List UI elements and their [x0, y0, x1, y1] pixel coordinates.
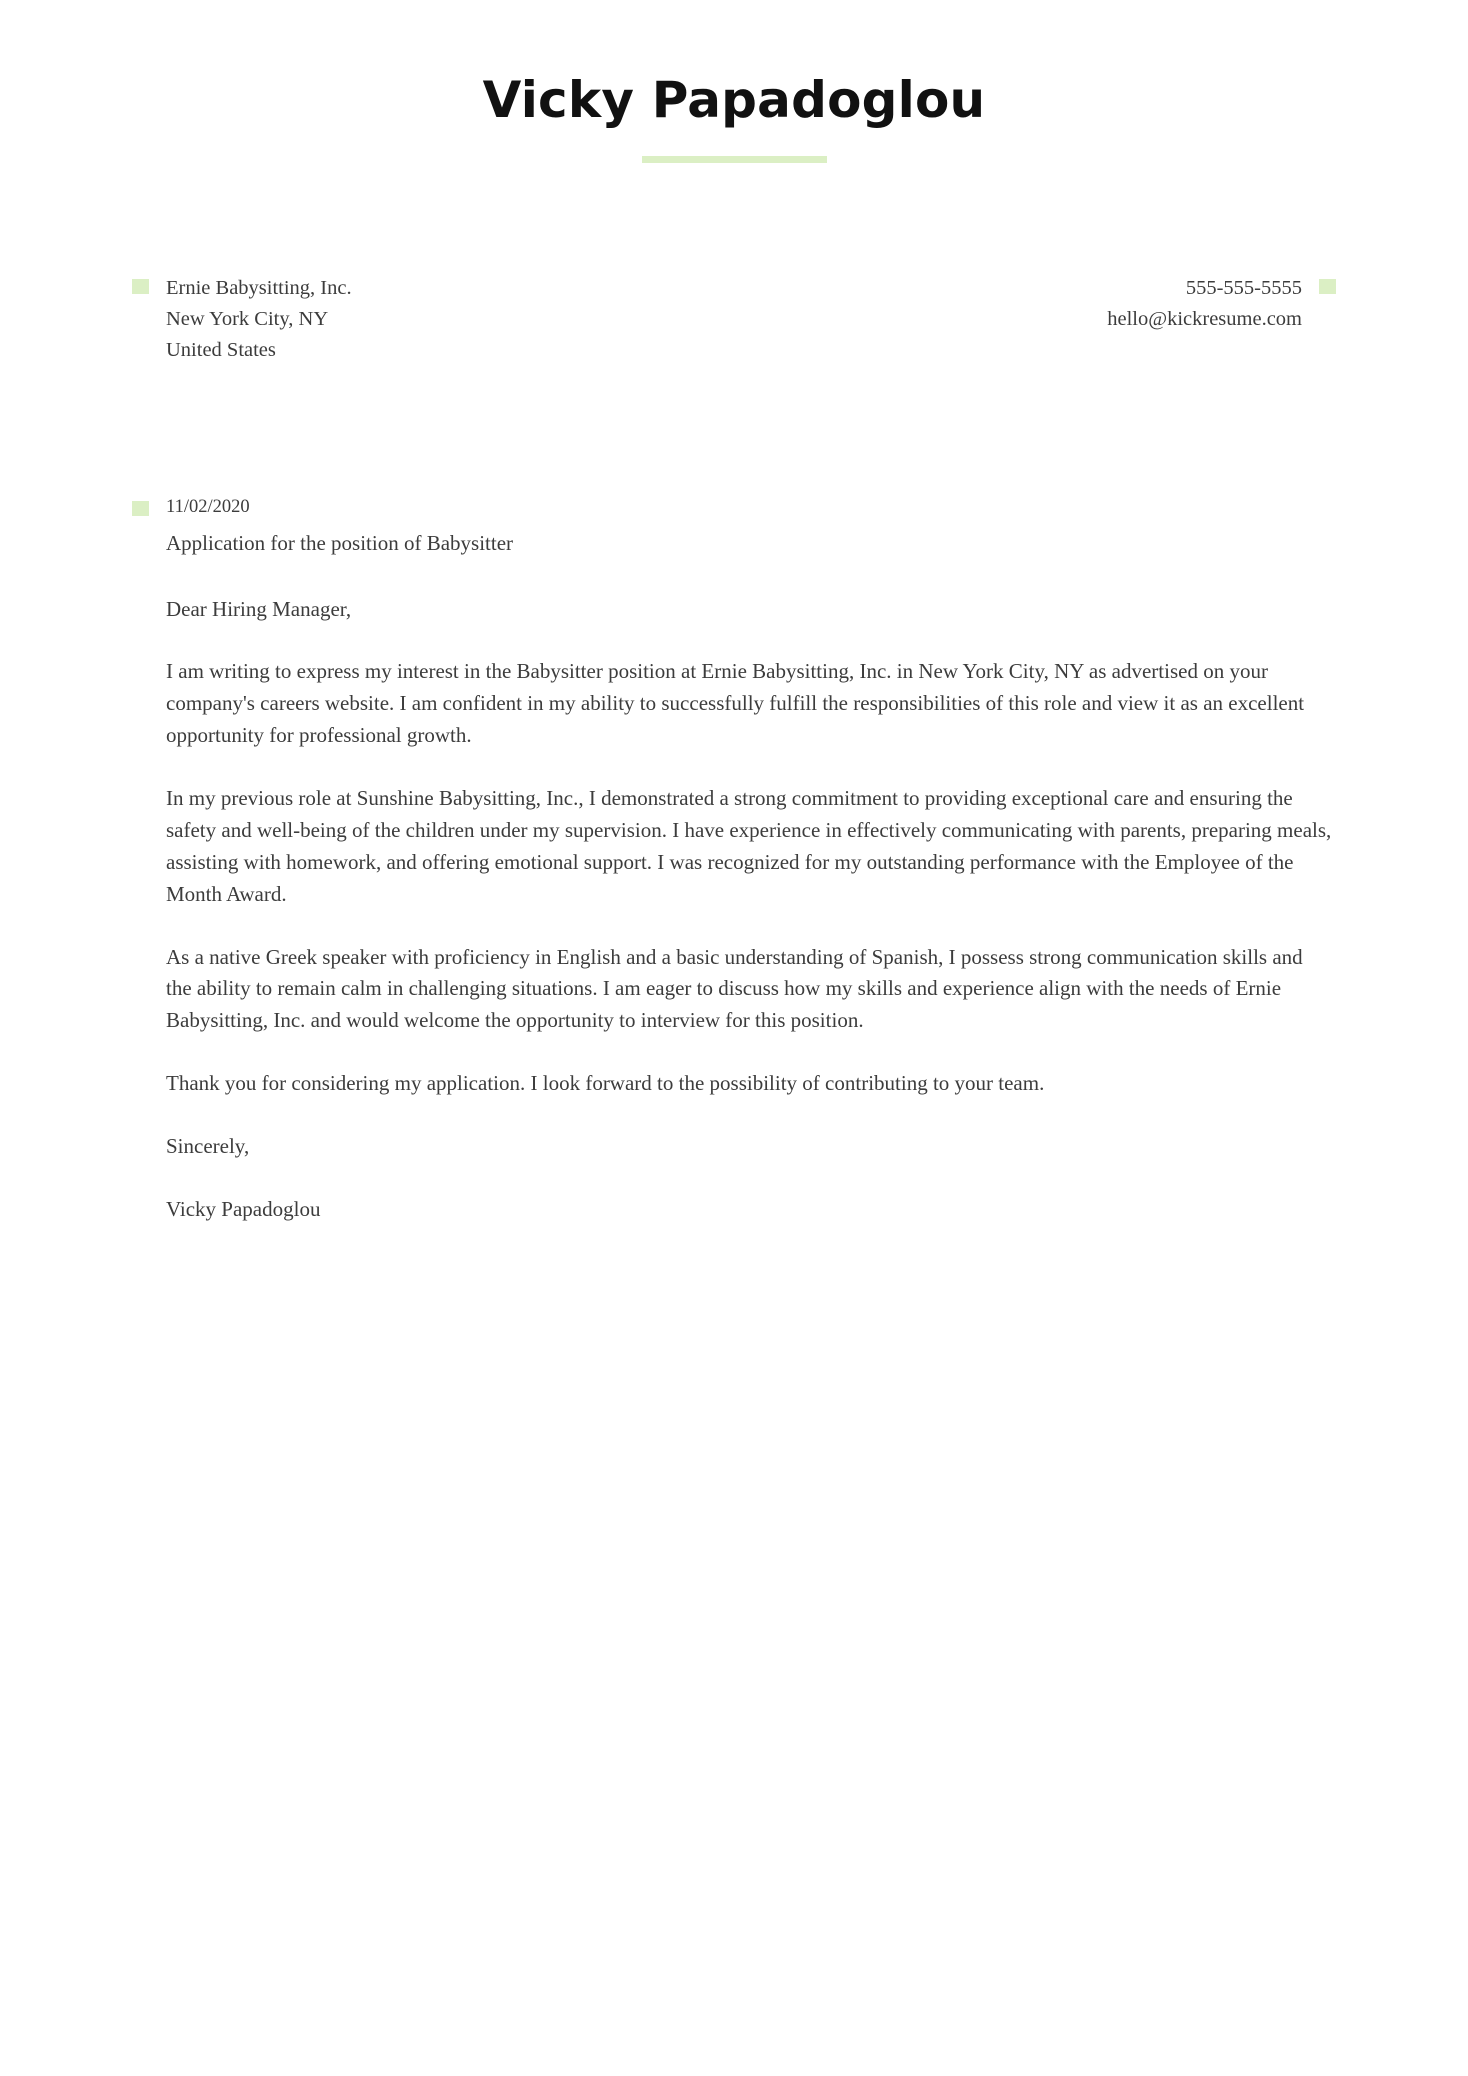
- letter-paragraph: In my previous role at Sunshine Babysitting, Inc., I demonstrated a strong commitment to providing exceptional care and ensuring the safety and well-being of the children under my supervision. I have experience in effectively communicating with parents, preparing meals, assisting with homework, and offering emotional support. I was recognized for my outstanding performance with the Employee of the Month Award.: [166, 785, 1332, 906]
- letter-paragraph: Thank you for considering my application. I look forward to the possibility of contributing to your team.: [166, 1071, 1045, 1096]
- letter-signature: Vicky Papadoglou: [166, 1196, 321, 1221]
- sender-contact-block: [1107, 273, 1302, 335]
- letter-subject: Application for the position of Babysitter: [166, 531, 514, 556]
- green-square-marker-icon: [1319, 279, 1336, 294]
- recipient-city: New York City, NY: [166, 308, 329, 331]
- letter-content: [166, 494, 1332, 1225]
- accent-rule: [642, 156, 827, 163]
- letter-paragraph: I am writing to express my interest in the Babysitter position at Ernie Babysitting, Inc. in New York City, NY as advertised on your company's careers website. I am confident in my ability to successfully fulfill the responsibilities of this role and view it as an excellent opportunity for professional growth.: [166, 659, 1305, 748]
- contact-email: hello@kickresume.com: [1107, 308, 1302, 331]
- contact-phone: 555-555-5555: [1185, 277, 1302, 299]
- letter-body: [0, 494, 1468, 1225]
- letter-date: 11/02/2020: [166, 497, 250, 518]
- recipient-country: United States: [166, 339, 276, 362]
- letter-salutation: Dear Hiring Manager,: [166, 596, 352, 621]
- page-title: Vicky Papadoglou: [482, 71, 986, 129]
- letter-closing: Sincerely,: [166, 1134, 250, 1159]
- green-square-marker-icon: [132, 279, 149, 294]
- recipient-company: Ernie Babysitting, Inc.: [166, 277, 352, 299]
- address-row: [0, 273, 1468, 366]
- letter-header: [0, 0, 1468, 163]
- green-square-marker-icon: [132, 501, 149, 516]
- recipient-address-block: [166, 273, 352, 366]
- letter-paragraph: As a native Greek speaker with proficiency in English and a basic understanding of Spanish, I possess strong communication skills and the ability to remain calm in challenging situations. I am eager to discuss how my skills and experience align with the needs of Ernie Babysitting, Inc. and would welcome the opportunity to interview for this position.: [166, 944, 1303, 1033]
